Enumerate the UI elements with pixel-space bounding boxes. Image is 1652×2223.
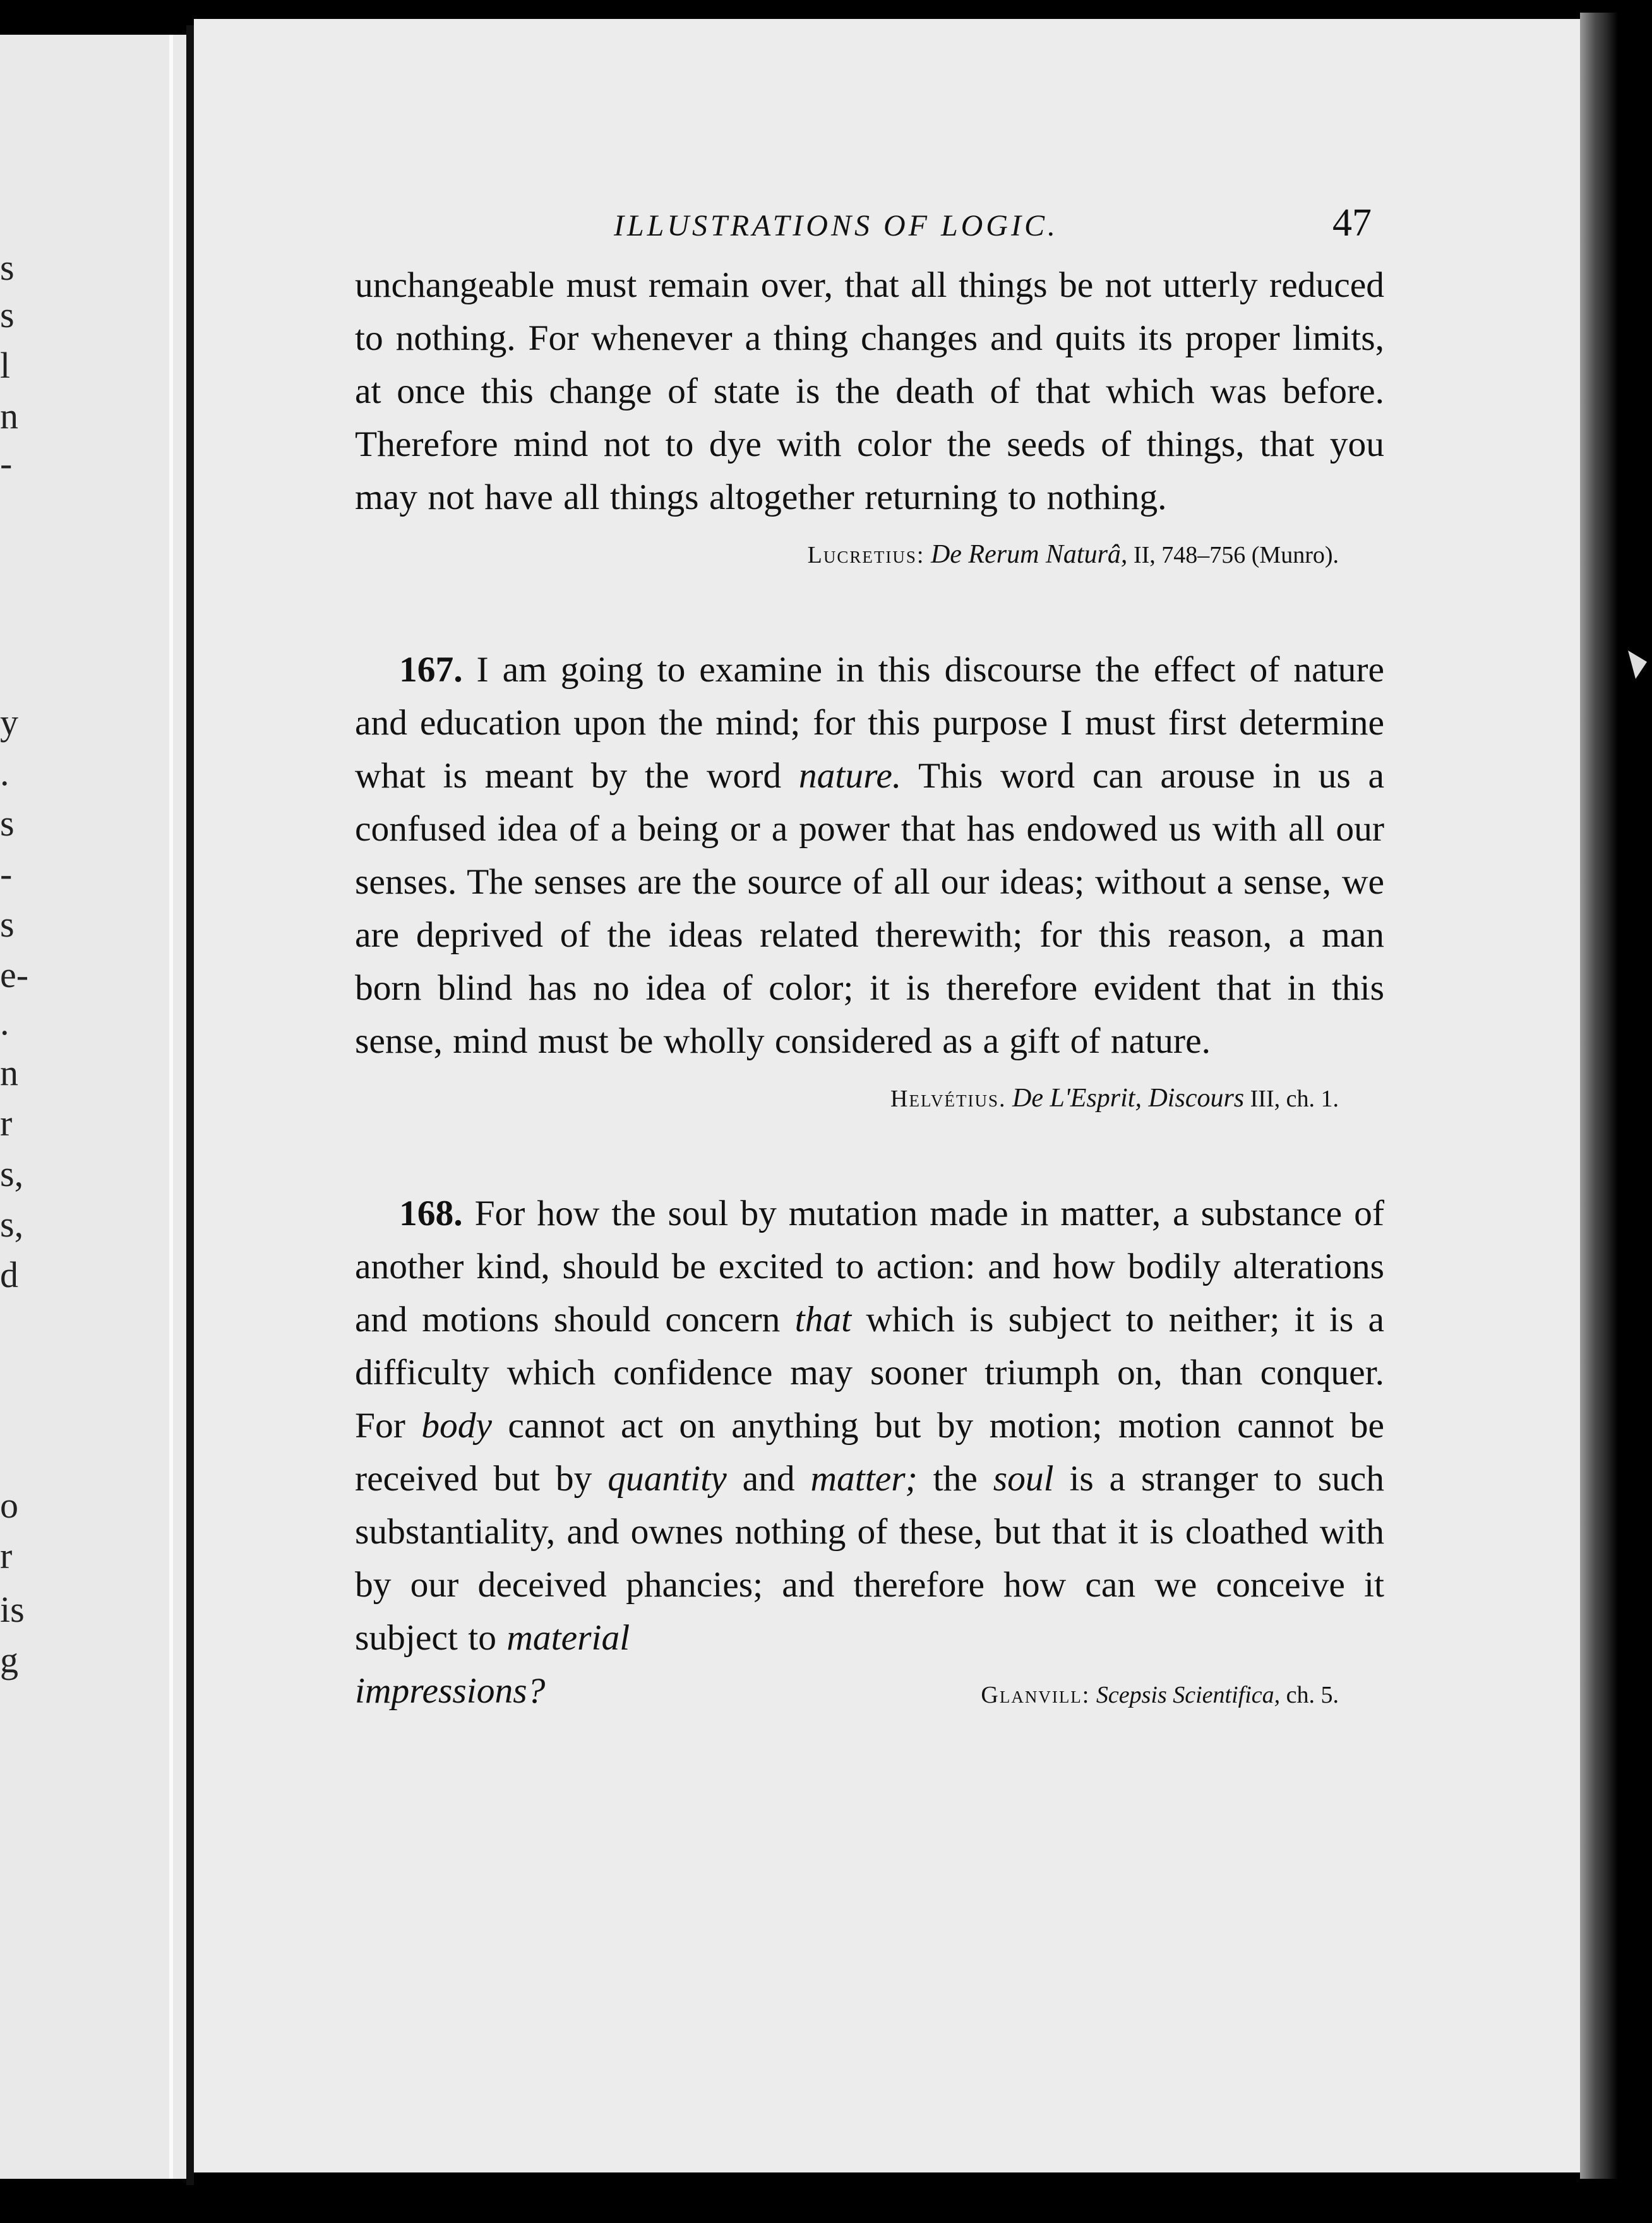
entry-text-run: is a stranger to such substantiality, and ownes nothing of these, but that it is cloathed with by our deceived phancies; and therefore how can we conceive it subject to [355,1459,1385,1658]
entry-number: 168. [399,1194,463,1233]
text-line: of state is the death of that which was before. Therefore [355,371,1384,464]
emphasis: matter; [810,1459,918,1499]
emphasis: body [421,1406,493,1446]
entry-text-run: I am going to examine in this discourse the effect of nature and education upon the mind; for this purpose I must first determine what is meant by the word [355,650,1384,796]
citation-author: Helvétius. [890,1086,1007,1112]
text-line: mind not to dye with color the seeds of things, that you [513,424,1384,464]
entry-text-run: the [933,1459,978,1499]
citation-ref: III, ch. 1. [1250,1086,1339,1112]
facing-page-fragment: is [0,1589,25,1630]
entry-tail [355,1665,1384,1722]
citation-work: De Rerum Naturâ, [930,540,1128,569]
emphasis: soul [993,1459,1054,1499]
book-page [194,19,1580,2172]
facing-page-fragment: r [0,1103,13,1144]
entry-text [355,259,1384,524]
page-content [355,196,1384,1722]
entry-text-run: which is subject to neither; it is a difficulty which confidence may sooner triumph on, than conquer. For [355,1300,1384,1446]
text-line: unchangeable must remain over, that all things be not [355,265,1152,305]
facing-page-fragment: r [0,1535,13,1576]
entry-text-run: For how the soul by mutation made in matter, a substance of another kind, should be excited to action: and how bodily alterations and motions should concern [355,1194,1385,1339]
facing-page-fragment: . [0,1002,9,1043]
emphasis: material [506,1618,630,1658]
entry-spacer [355,1118,1384,1187]
citation [355,536,1339,574]
facing-page-fragment: n [0,395,18,436]
emphasis: nature. [798,756,902,796]
citation-author: Glanvill: [981,1682,1091,1708]
entry-168 [355,1187,1384,1722]
citation-work: De L'Esprit, Discours [1012,1084,1245,1113]
page-number: 47 [1332,201,1372,244]
facing-page-fragment: s [0,247,15,288]
book-page-edge [1580,13,1618,2179]
citation-author: Lucretius: [807,542,925,568]
entry-167 [355,644,1384,1118]
running-header [355,196,1384,259]
paper-flake [1628,650,1647,679]
facing-page-fragment: g [0,1639,18,1681]
citation [355,1079,1339,1118]
facing-page-fragment: s [0,294,15,335]
entry-text-run: This word can arouse in us a confused idea of a being or a power that has endowed us with all our senses. The senses are the source of all our ideas; without a sense, we are deprived of the ideas related therewith; for this reason, a man born blind has no idea of color; it is therefore evident that in this sense, mind must be wholly considered as a gift of nature. [355,756,1385,1061]
entry-continuation [355,259,1384,574]
citation-work: Scepsis Scientifica, [1096,1682,1281,1708]
entry-text [355,644,1384,1068]
facing-page-fragment: s, [0,1153,24,1194]
facing-page-fragment: s, [0,1204,24,1245]
text-line: changes and quits its proper limits, at once this change [355,318,1385,411]
emphasis: impressions? [355,1671,546,1711]
facing-page-fragment: s [0,904,15,945]
running-title: ILLUSTRATIONS OF LOGIC. [614,209,1058,243]
facing-page-fragment: s [0,803,15,844]
citation-ref: ch. 5. [1286,1682,1339,1708]
facing-page-fragment: y [0,702,18,743]
facing-page-fragment: - [0,443,13,484]
facing-page-fragment: n [0,1052,18,1093]
emphasis: that [794,1300,852,1339]
entry-number: 167. [399,650,463,690]
book-gutter [186,25,194,2185]
text-line: utterly reduced to nothing. For whenever a thing [355,265,1385,358]
facing-page-fragment: l [0,345,11,386]
citation [981,1669,1339,1722]
entry-text-run: and [742,1459,795,1499]
entry-text-run: cannot act on anything but by motion; motion cannot be received but by [355,1406,1385,1499]
entry-spacer [355,574,1384,644]
facing-page-fragment: o [0,1485,18,1526]
page-fold-highlight [169,35,173,2179]
emphasis: quantity [608,1459,727,1499]
facing-page-fragment: d [0,1254,18,1295]
text-line: may not have all things altogether returning to nothing. [355,477,1167,517]
entry-text [355,1187,1384,1665]
citation-ref: II, 748–756 (Munro). [1133,542,1339,568]
facing-page-fragment: . [0,752,9,793]
facing-page-fragment: - [0,853,13,894]
facing-page-fragment: e- [0,954,29,995]
facing-page-edge [0,35,186,2179]
